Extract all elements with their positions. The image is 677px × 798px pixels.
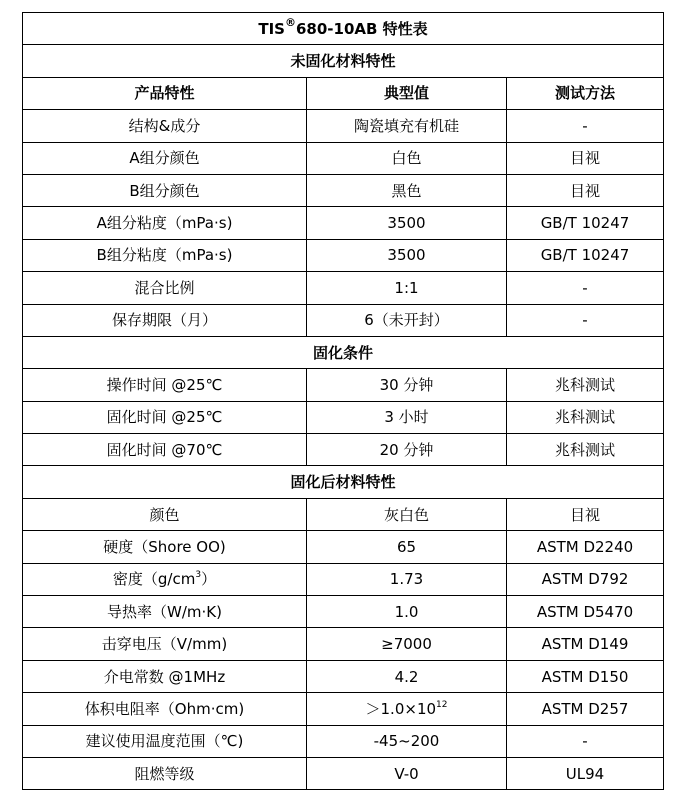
spec-table: [22, 12, 664, 790]
method-cell: 兆科测试: [507, 401, 664, 433]
section-row: [23, 336, 664, 368]
header-property: 产品特性: [23, 77, 307, 109]
table-row: [23, 434, 664, 466]
resistivity-exponent: 12: [436, 699, 448, 710]
method-cell: ASTM D792: [507, 563, 664, 595]
property-cell: [23, 563, 307, 595]
section-row: [23, 466, 664, 498]
method-cell: UL94: [507, 757, 664, 789]
resistivity-value: ＞1.0×10: [365, 699, 437, 718]
column-header-row: [23, 77, 664, 109]
value-cell: 4.2: [307, 660, 507, 692]
property-cell: 固化时间 @70℃: [23, 434, 307, 466]
density-label-end: ）: [201, 570, 217, 589]
table-row: [23, 304, 664, 336]
method-cell: ASTM D149: [507, 628, 664, 660]
registered-mark: ®: [284, 15, 296, 29]
property-cell: 操作时间 @25℃: [23, 369, 307, 401]
property-cell: B组分颜色: [23, 174, 307, 206]
property-cell: 击穿电压（V/mm): [23, 628, 307, 660]
table-row: [23, 369, 664, 401]
density-label: 密度（g/cm: [112, 570, 196, 589]
section-uncured: 未固化材料特性: [23, 45, 664, 77]
property-cell: 结构&成分: [23, 110, 307, 142]
value-cell: 陶瓷填充有机硅: [307, 110, 507, 142]
density-exponent: 3: [195, 570, 202, 581]
property-cell: A组分颜色: [23, 142, 307, 174]
table-row: [23, 660, 664, 692]
property-cell: B组分粘度（mPa·s): [23, 239, 307, 271]
method-cell: GB/T 10247: [507, 239, 664, 271]
property-cell: 硬度（Shore OO): [23, 531, 307, 563]
property-cell: 介电常数 @1MHz: [23, 660, 307, 692]
table-row: [23, 110, 664, 142]
section-cured: 固化后材料特性: [23, 466, 664, 498]
table-row: [23, 498, 664, 530]
value-cell: -45~200: [307, 725, 507, 757]
table-row: [23, 142, 664, 174]
table-row: [23, 174, 664, 206]
value-cell: 3500: [307, 239, 507, 271]
value-cell: 灰白色: [307, 498, 507, 530]
table-row: [23, 563, 664, 595]
property-cell: A组分粘度（mPa·s): [23, 207, 307, 239]
table-row: [23, 531, 664, 563]
section-cure-conditions: 固化条件: [23, 336, 664, 368]
method-cell: ASTM D2240: [507, 531, 664, 563]
method-cell: -: [507, 725, 664, 757]
header-typical: 典型值: [307, 77, 507, 109]
method-cell: ASTM D150: [507, 660, 664, 692]
property-cell: 建议使用温度范围（℃): [23, 725, 307, 757]
title-row: [23, 13, 664, 45]
table-row: [23, 757, 664, 789]
method-cell: 目视: [507, 142, 664, 174]
value-cell: 1.0: [307, 596, 507, 628]
property-cell: 固化时间 @25℃: [23, 401, 307, 433]
method-cell: 目视: [507, 498, 664, 530]
method-cell: -: [507, 272, 664, 304]
table-row: [23, 207, 664, 239]
value-cell: 3500: [307, 207, 507, 239]
property-cell: 导热率（W/m·K): [23, 596, 307, 628]
method-cell: -: [507, 304, 664, 336]
method-cell: 兆科测试: [507, 434, 664, 466]
property-cell: 混合比例: [23, 272, 307, 304]
method-cell: -: [507, 110, 664, 142]
section-row: [23, 45, 664, 77]
value-cell: 白色: [307, 142, 507, 174]
title-rest: 680-10AB 特性表: [295, 19, 428, 38]
property-cell: 阻燃等级: [23, 757, 307, 789]
table-row: [23, 693, 664, 725]
method-cell: ASTM D5470: [507, 596, 664, 628]
table-row: [23, 272, 664, 304]
table-row: [23, 628, 664, 660]
value-cell: [307, 693, 507, 725]
table-row: [23, 239, 664, 271]
method-cell: GB/T 10247: [507, 207, 664, 239]
method-cell: 兆科测试: [507, 369, 664, 401]
table-row: [23, 725, 664, 757]
value-cell: ≥7000: [307, 628, 507, 660]
value-cell: 65: [307, 531, 507, 563]
title-brand: TIS: [258, 19, 285, 38]
property-cell: 保存期限（月）: [23, 304, 307, 336]
table-row: [23, 401, 664, 433]
value-cell: 30 分钟: [307, 369, 507, 401]
value-cell: 20 分钟: [307, 434, 507, 466]
value-cell: 6（未开封）: [307, 304, 507, 336]
value-cell: 3 小时: [307, 401, 507, 433]
method-cell: ASTM D257: [507, 693, 664, 725]
page-title: [23, 13, 664, 45]
value-cell: V-0: [307, 757, 507, 789]
value-cell: 1:1: [307, 272, 507, 304]
value-cell: 黑色: [307, 174, 507, 206]
table-row: [23, 596, 664, 628]
value-cell: 1.73: [307, 563, 507, 595]
property-cell: 颜色: [23, 498, 307, 530]
header-method: 测试方法: [507, 77, 664, 109]
property-cell: 体积电阻率（Ohm·cm): [23, 693, 307, 725]
method-cell: 目视: [507, 174, 664, 206]
